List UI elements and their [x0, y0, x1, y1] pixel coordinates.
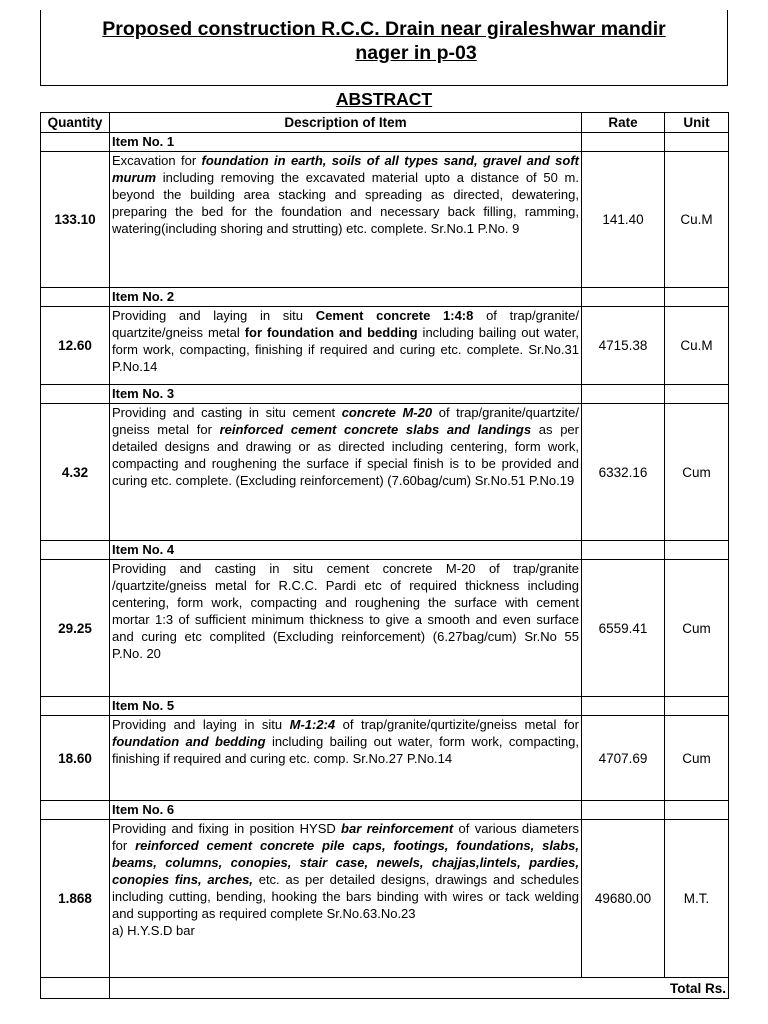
desc-text: Providing and casting in situ cement: [112, 405, 342, 420]
item-rate: 141.40: [582, 152, 665, 288]
item-description: [110, 307, 582, 385]
item-description: [110, 404, 582, 541]
empty-cell: [41, 801, 110, 820]
empty-cell: [41, 697, 110, 716]
header-unit: Unit: [665, 113, 729, 133]
item-label-row: [41, 133, 729, 152]
empty-cell: [665, 801, 729, 820]
item-description: [110, 716, 582, 801]
empty-cell: [665, 541, 729, 560]
item-description: [110, 152, 582, 288]
item-rate: 4715.38: [582, 307, 665, 385]
item-unit: Cum: [665, 716, 729, 801]
desc-text: a) H.Y.S.D bar: [112, 923, 195, 938]
item-label-row: [41, 541, 729, 560]
empty-cell: [582, 541, 665, 560]
empty-cell: [665, 385, 729, 404]
empty-cell: [665, 133, 729, 152]
item-body-row: [41, 820, 729, 978]
item-description: [110, 820, 582, 978]
item-body-row: [41, 560, 729, 697]
desc-text: Providing and fixing in position HYSD: [112, 821, 342, 836]
item-label-row: [41, 697, 729, 716]
empty-cell: [41, 133, 110, 152]
item-quantity: 1.868: [41, 820, 110, 978]
desc-text: Excavation for: [112, 153, 202, 168]
item-quantity: 133.10: [41, 152, 110, 288]
item-label-row: [41, 288, 729, 307]
desc-text: of trap/granite/ quartzite/gneiss metal: [112, 308, 579, 340]
desc-text: of trap/granite/qurtizite/gneiss metal for: [335, 717, 579, 732]
title-line-1: Proposed construction R.C.C. Drain near giraleshwar mandir: [102, 18, 666, 40]
empty-cell: [582, 801, 665, 820]
desc-emphasis: concrete M-20: [341, 405, 433, 420]
desc-text: Providing and casting in situ cement concrete M-20 of trap/granite /quartzite/gneiss metal for R.C.C. Pardi etc of required thickness including centering, form work, compacting and roughening the surface with cement mortar 1:3 of sufficient minimum thickness to give a smooth and even surface and curing etc complited (Excluding reinforcement) (6.27bag/cum) Sr.No 55 P.No. 20: [112, 561, 579, 661]
item-body-row: [41, 404, 729, 541]
item-rate: 4707.69: [582, 716, 665, 801]
item-unit: Cum: [665, 560, 729, 697]
desc-text: of trap/granite/quartzite/ gneiss metal for: [112, 405, 580, 437]
desc-text: Providing and laying in situ: [112, 308, 316, 323]
desc-emphasis: bar reinforcement: [341, 821, 454, 836]
item-quantity: 18.60: [41, 716, 110, 801]
desc-emphasis: foundation in earth, soils of all types sand, gravel and soft murum: [112, 153, 579, 185]
item-quantity: 12.60: [41, 307, 110, 385]
item-label: Item No. 1: [110, 133, 582, 152]
desc-text: of various diameters for: [112, 821, 579, 853]
total-row: [41, 978, 729, 999]
empty-cell: [41, 978, 110, 999]
item-unit: Cu.M: [665, 152, 729, 288]
item-quantity: 4.32: [41, 404, 110, 541]
header-quantity: Quantity: [41, 113, 110, 133]
item-label: Item No. 2: [110, 288, 582, 307]
desc-emphasis: M-1:2:4: [289, 717, 336, 732]
item-label: Item No. 5: [110, 697, 582, 716]
desc-emphasis: reinforced cement concrete pile caps, footings, foundations, slabs, beams, columns, conopies, stair case, newels, chajjas,lintels, pardies, conopies fins, arches,: [112, 838, 579, 887]
item-rate: 6559.41: [582, 560, 665, 697]
item-unit: M.T.: [665, 820, 729, 978]
empty-cell: [41, 385, 110, 404]
desc-emphasis: foundation and bedding: [112, 734, 266, 749]
abstract-heading: ABSTRACT: [335, 89, 433, 109]
item-label: Item No. 3: [110, 385, 582, 404]
item-body-row: [41, 716, 729, 801]
empty-cell: [41, 541, 110, 560]
item-label: Item No. 6: [110, 801, 582, 820]
desc-text: including bailing out water, form work, compacting, finishing if required and curing etc. complete. Sr.No.31 P.No.14: [112, 325, 579, 374]
empty-cell: [41, 288, 110, 307]
item-unit: Cu.M: [665, 307, 729, 385]
desc-text: as per detailed designs and drawing or as directed including centering, form work, compacting and roughening the surface if special finish is to be provided and curing etc. complete. (Excluding reinforcement) (7.60bag/cum) Sr.No.51 P.No.19: [112, 422, 579, 488]
empty-cell: [582, 697, 665, 716]
total-label: Total Rs.: [110, 978, 729, 999]
item-label: Item No. 4: [110, 541, 582, 560]
header-rate: Rate: [582, 113, 665, 133]
empty-cell: [665, 697, 729, 716]
desc-bold: for foundation and bedding: [244, 325, 418, 340]
title-line-2: nager in p-03: [355, 42, 477, 64]
empty-cell: [582, 288, 665, 307]
item-body-row: [41, 307, 729, 385]
item-unit: Cum: [665, 404, 729, 541]
desc-text: etc. as per detailed designs, drawings and schedules including cutting, bending, hooking the bars binding with wires or tack welding and supporting as required complete Sr.No.63.No.23: [112, 872, 579, 921]
header-description: Description of Item: [110, 113, 582, 133]
desc-emphasis: reinforced cement concrete slabs and landings: [219, 422, 532, 437]
desc-text: including bailing out water, form work, compacting, finishing if required and curing etc. comp. Sr.No.27 P.No.14: [112, 734, 579, 766]
abstract-table: [40, 112, 729, 999]
item-label-row: [41, 801, 729, 820]
empty-cell: [582, 385, 665, 404]
empty-cell: [582, 133, 665, 152]
table-header-row: [41, 113, 729, 133]
desc-bold: Cement concrete 1:4:8: [315, 308, 474, 323]
item-description: [110, 560, 582, 697]
item-rate: 49680.00: [582, 820, 665, 978]
item-label-row: [41, 385, 729, 404]
item-rate: 6332.16: [582, 404, 665, 541]
empty-cell: [665, 288, 729, 307]
item-body-row: [41, 152, 729, 288]
item-quantity: 29.25: [41, 560, 110, 697]
title-box: [40, 10, 728, 86]
desc-text: including removing the excavated material upto a distance of 50 m. beyond the building area stacking and spreading as directed, dewatering, preparing the bed for the foundation and necessary back filling, ramming, watering(including shoring and strutting) etc. complete. Sr.No.1 P.No. 9: [112, 170, 579, 236]
desc-text: Providing and laying in situ: [112, 717, 290, 732]
